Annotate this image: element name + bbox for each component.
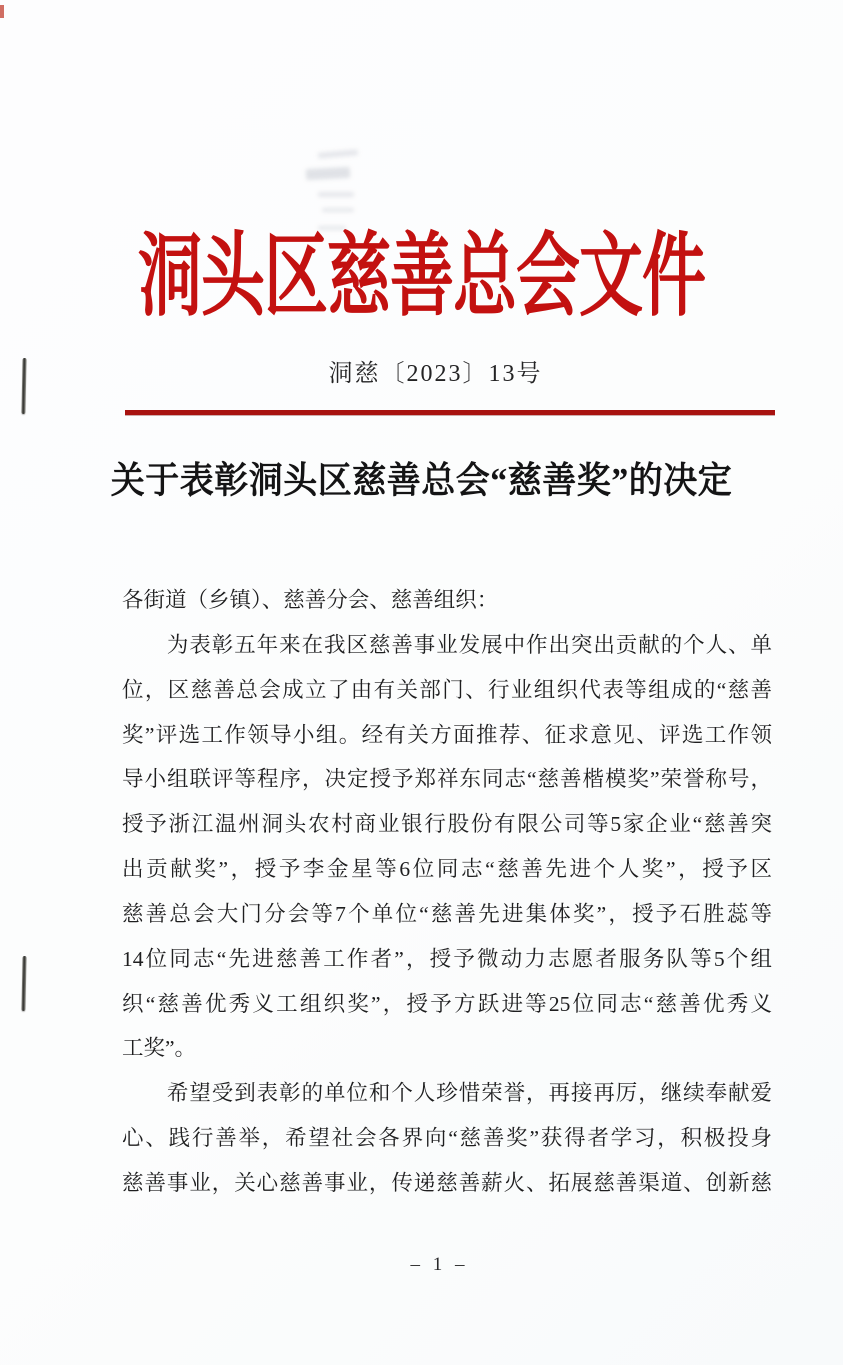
scan-artifact-smudge [318,192,354,197]
letterhead-title: 洞头区慈善总会文件 [138,225,705,327]
body-line: 授予浙江温州洞头农村商业银行股份有限公司等5家企业“慈善突 [122,812,772,837]
body-line: 织“慈善优秀义工组织奖”，授予方跃进等25位同志“慈善优秀义 [122,991,772,1016]
document-body [122,578,772,1206]
scan-artifact-smudge [318,149,358,158]
body-line: 导小组联评等程序，决定授予郑祥东同志“慈善楷模奖”荣誉称号， [122,767,772,792]
scan-artifact-smudge [322,208,354,212]
body-line: 心、践行善举，希望社会各界向“慈善奖”获得者学习，积极投身 [122,1126,772,1151]
scan-artifact-smudge [306,167,351,180]
body-line: 位，区慈善总会成立了由有关部门、行业组织代表等组成的“慈善 [122,677,772,702]
body-line: 出贡献奖”，授予李金星等6位同志“慈善先进个人奖”，授予区 [122,857,772,882]
body-line: 奖”评选工作领导小组。经有关方面推荐、征求意见、评选工作领 [122,722,772,747]
staple-mark-bottom [21,956,26,1011]
body-line: 各街道（乡镇）、慈善分会、慈善组织： [122,588,499,612]
page-number: – 1 – [410,1254,469,1275]
document-title: 关于表彰洞头区慈善总会“慈善奖”的决定 [110,461,733,502]
red-divider-rule [125,410,775,415]
body-line: 为表彰五年来在我区慈善事业发展中作出突出贡献的个人、单 [122,632,772,657]
body-line: 希望受到表彰的单位和个人珍惜荣誉，再接再厉，继续奉献爱 [122,1081,772,1106]
body-line: 慈善总会大门分会等7个单位“慈善先进集体奖”，授予石胜蕊等 [122,901,772,926]
body-line: 工奖”。 [122,1036,197,1061]
document-number: 洞慈〔2023〕13号 [328,361,543,387]
body-line: 慈善事业，关心慈善事业，传递慈善薪火、拓展慈善渠道、创新慈 [122,1170,772,1195]
body-line: 14位同志“先进慈善工作者”，授予微动力志愿者服务队等5个组 [122,946,772,971]
scan-artifact-red-speck [0,5,4,18]
